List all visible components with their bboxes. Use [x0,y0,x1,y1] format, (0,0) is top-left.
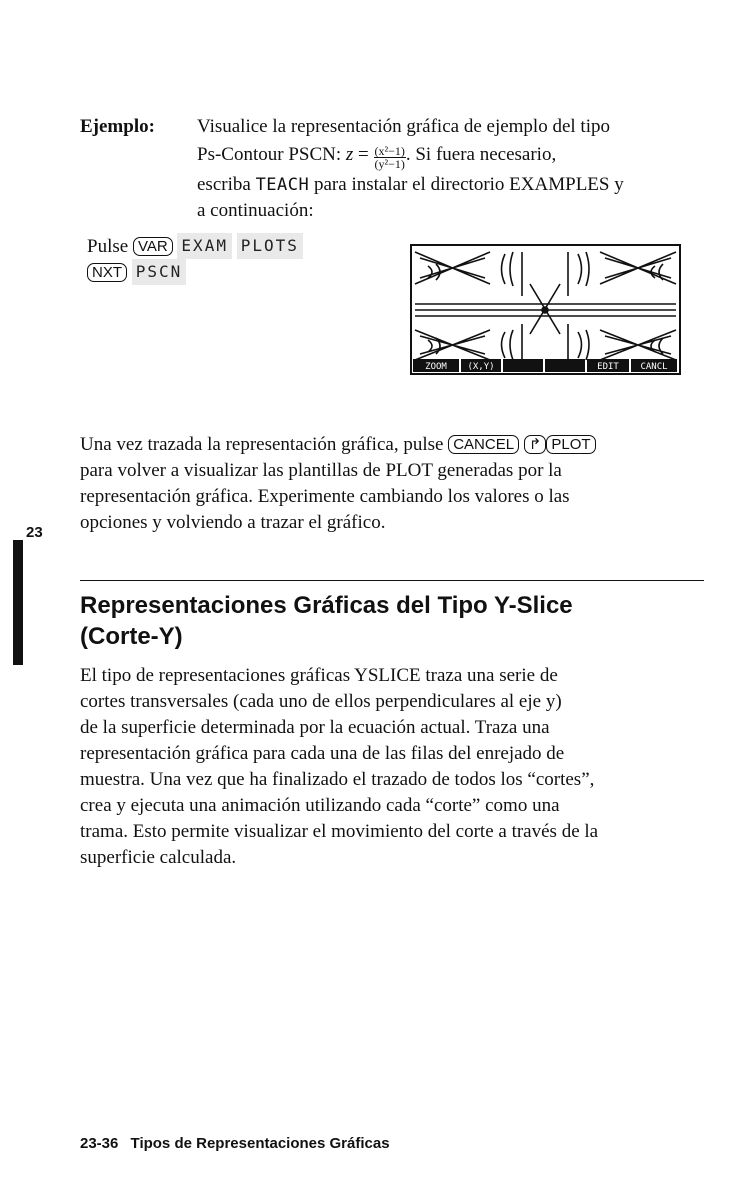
right-shift-key: ↱ [524,435,547,454]
para1-line-2: para volver a visualizar las plantillas de PLOT generadas por la [80,460,562,481]
cancl-softkey: CANCL [640,362,668,372]
para2-line-6: crea y ejecuta una animación utilizando cada “corte” como una [80,795,560,816]
chapter-tab-number: 23 [26,524,43,541]
zoom-softkey: ZOOM [425,362,447,372]
para2-line-1: El tipo de representaciones gráficas YSLICE traza una serie de [80,665,558,686]
para1-line-1: Una vez trazada la representación gráfica, pulse CANCEL ↱ PLOT [80,432,700,458]
para1-line-4: opciones y volviendo a trazar el gráfico. [80,512,386,533]
para2-line-7: trama. Esto permite visualizar el movimiento del corte a través de la [80,821,599,842]
example-label: Ejemplo: [80,116,155,137]
cancel-key: CANCEL [448,435,519,454]
edit-softkey: EDIT [597,362,619,372]
screen-menu-bar [413,359,677,372]
paragraph-yslice [80,663,700,871]
para2-line-5: muestra. Una vez que ha finalizado el trazado de todos los “cortes”, [80,769,595,790]
plot-key: PLOT [546,435,595,454]
example-line-4: a continuación: [197,200,314,221]
xy-softkey: (X,Y) [467,362,495,372]
blank-softkey-1 [503,359,543,372]
para2-line-3: de la superficie determinada por la ecuación actual. Traza una [80,717,550,738]
example-line-3: escriba TEACH para instalar el directorio EXAMPLES y [197,174,624,195]
paragraph-replot [80,432,700,536]
example-text [197,114,697,224]
math-z: z [345,144,354,165]
para2-line-8: superficie calculada. [80,847,237,868]
exam-softkey: EXAM [177,233,232,259]
plots-softkey: PLOTS [237,233,303,259]
keystroke-line-1: Pulse VAR EXAM PLOTS [87,233,303,260]
math-fraction: $\frac{\text{(x²−1)}}{\text{(y²−1)}}$ [374,144,405,171]
pscn-softkey: PSCN [132,259,187,285]
section-heading: Representaciones Gráficas del Tipo Y-Slice (Corte-Y) [80,592,573,650]
page-footer [80,1135,390,1152]
footer-title: Tipos de Representaciones Gráficas [130,1135,390,1152]
para2-line-4: representación gráfica para cada una de las filas del enrejado de [80,743,565,764]
nxt-key: NXT [87,263,127,282]
teach-command: TEACH [255,175,310,195]
example-line-1: Visualice la representación gráfica de ejemplo del tipo [197,116,610,137]
para1-line-3: representación gráfica. Experimente cambiando los valores o las [80,486,570,507]
keystroke-line-2 [87,259,186,286]
example-line-2: Ps-Contour PSCN: z = $\frac{\text{(x²−1)}}{\text{(y²−1)}}$ . Si fuera necesario, [197,144,557,171]
calculator-screen [410,244,681,375]
blank-softkey-2 [545,359,585,372]
section-rule [80,580,704,581]
page-number: 23-36 [80,1135,119,1152]
chapter-tab-bar [13,540,23,665]
para2-line-2: cortes transversales (cada uno de ellos perpendiculares al eje y) [80,691,562,712]
var-key: VAR [133,237,173,256]
